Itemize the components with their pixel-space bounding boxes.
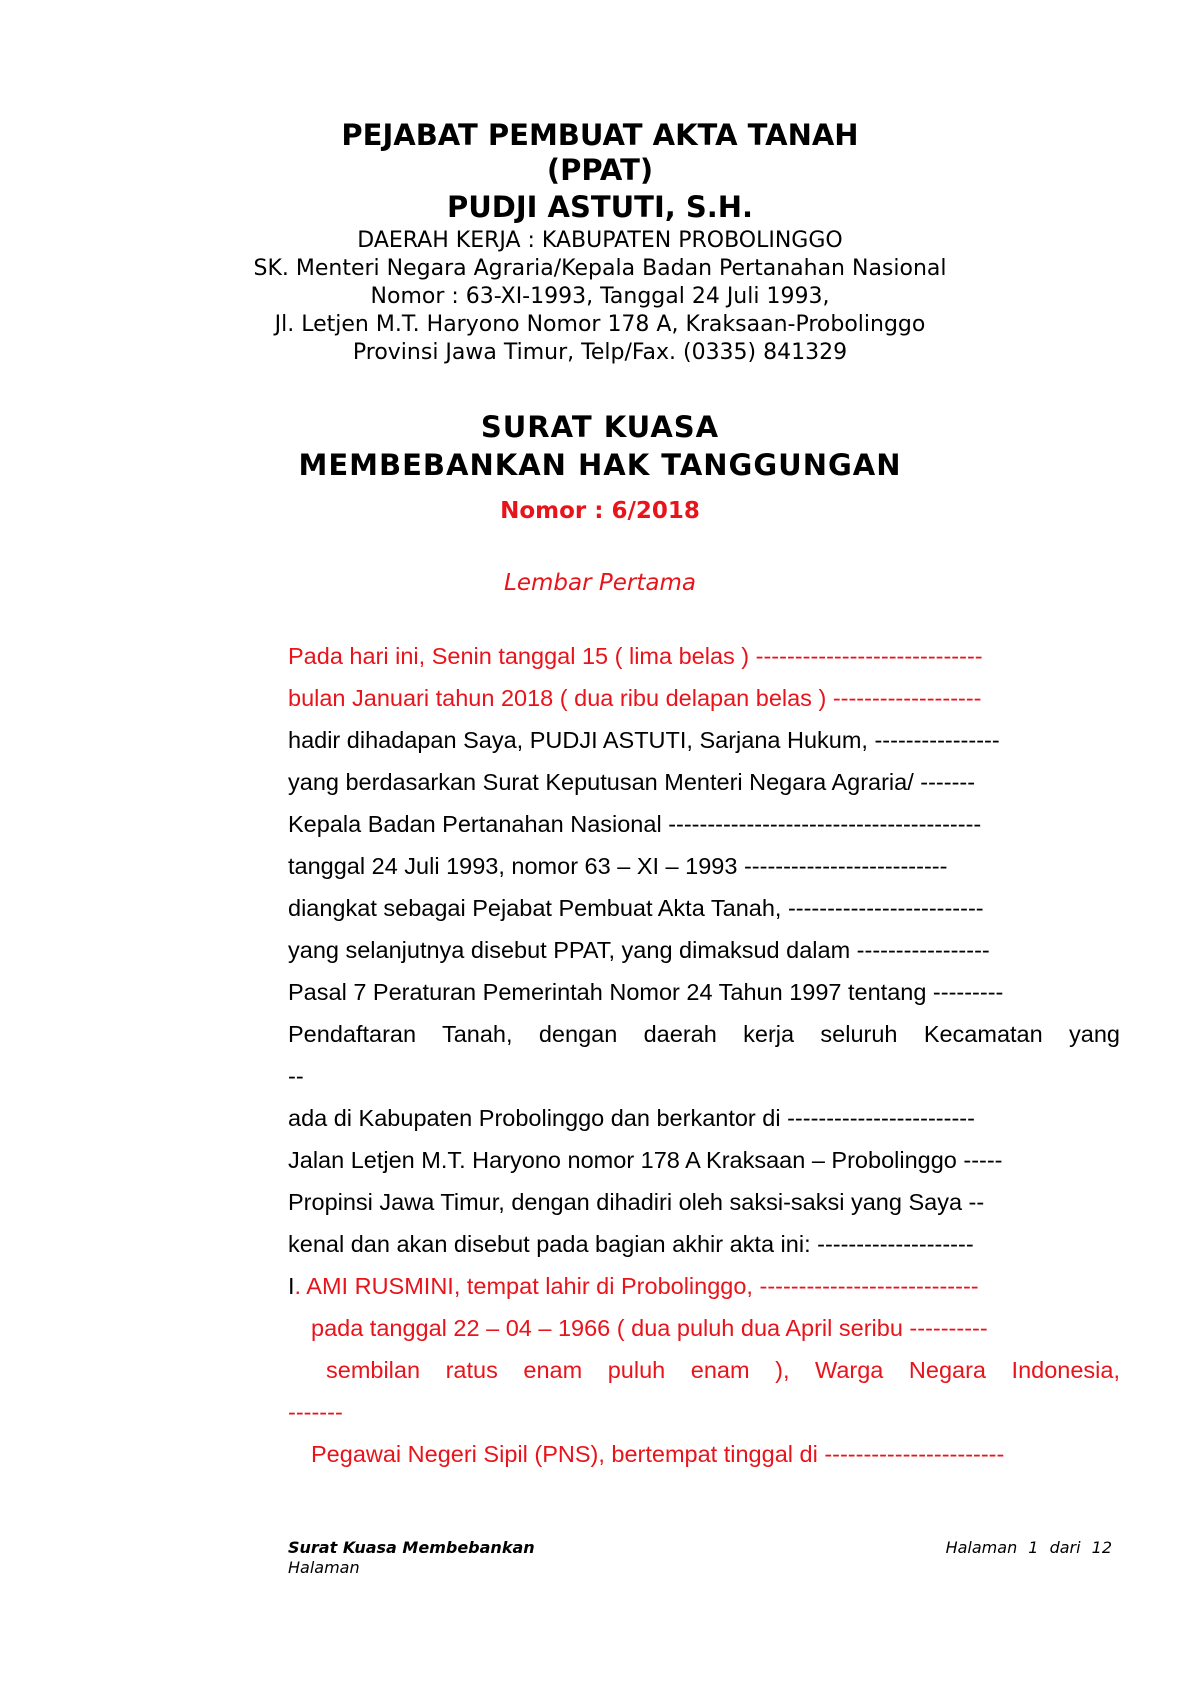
body-line: kenal dan akan disebut pada bagian akhir akta ini: -------------------- bbox=[288, 1231, 974, 1257]
party-item-line bbox=[288, 1273, 979, 1300]
body-line: Kepala Badan Pertanahan Nasional ---------------------------------------- bbox=[288, 811, 982, 837]
body-line: ada di Kabupaten Probolinggo dan berkantor di ------------------------ bbox=[288, 1105, 975, 1131]
footer-document-name: Surat Kuasa Membebankan bbox=[288, 1538, 535, 1557]
document-title: SURAT KUASA bbox=[480, 410, 720, 444]
office-contact: Provinsi Jawa Timur, Telp/Fax. (0335) 841329 bbox=[352, 340, 848, 365]
document-subtitle: MEMBEBANKAN HAK TANGGUNGAN bbox=[298, 448, 902, 482]
party-detail-line: pada tanggal 22 – 04 – 1966 ( dua puluh dua April seribu ---------- bbox=[311, 1315, 988, 1341]
body-line-text: Pendaftaran Tanah, dengan daerah kerja seluruh Kecamatan yang bbox=[288, 1021, 1120, 1047]
body-line: -- bbox=[288, 1063, 304, 1089]
decree-number: Nomor : 63-XI-1993, Tanggal 24 Juli 1993, bbox=[370, 284, 830, 309]
body-line: Pada hari ini, Senin tanggal 15 ( lima belas ) ----------------------------- bbox=[288, 643, 983, 669]
office-address: Jl. Letjen M.T. Haryono Nomor 178 A, Kraksaan-Probolinggo bbox=[274, 312, 926, 337]
body-line: Jalan Letjen M.T. Haryono nomor 178 A Kraksaan – Probolinggo ----- bbox=[288, 1147, 1003, 1173]
official-name: PUDJI ASTUTI, S.H. bbox=[446, 190, 754, 224]
body-line: yang selanjutnya disebut PPAT, yang dimaksud dalam ----------------- bbox=[288, 937, 990, 963]
document-number: Nomor : 6/2018 bbox=[500, 498, 700, 524]
sheet-label: Lembar Pertama bbox=[504, 570, 696, 596]
body-line: tanggal 24 Juli 1993, nomor 63 – XI – 1993 -------------------------- bbox=[288, 853, 948, 879]
body-line: diangkat sebagai Pejabat Pembuat Akta Tanah, ------------------------- bbox=[288, 895, 984, 921]
party-detail-line bbox=[326, 1357, 1120, 1384]
body-line: hadir dihadapan Saya, PUDJI ASTUTI, Sarjana Hukum, ---------------- bbox=[288, 727, 1000, 753]
decree-line: SK. Menteri Negara Agraria/Kepala Badan Pertanahan Nasional bbox=[253, 256, 947, 281]
party-detail-text: sembilan ratus enam puluh enam ), Warga Negara Indonesia, bbox=[326, 1357, 1120, 1383]
party-item-text: . AMI RUSMINI, tempat lahir di Probolinggo, ---------------------------- bbox=[294, 1273, 979, 1299]
footer-page-number: Halaman 1 dari 12 bbox=[945, 1538, 1112, 1557]
body-line: Pasal 7 Peraturan Pemerintah Nomor 24 Tahun 1997 tentang --------- bbox=[288, 979, 1004, 1005]
footer-page-label: Halaman bbox=[288, 1558, 360, 1577]
body-line: bulan Januari tahun 2018 ( dua ribu delapan belas ) ------------------- bbox=[288, 685, 982, 711]
body-line bbox=[288, 1021, 1120, 1048]
body-line: yang berdasarkan Surat Keputusan Menteri Negara Agraria/ ------- bbox=[288, 769, 976, 795]
work-area: DAERAH KERJA : KABUPATEN PROBOLINGGO bbox=[357, 228, 843, 253]
party-detail-line: Pegawai Negeri Sipil (PNS), bertempat tinggal di ----------------------- bbox=[311, 1441, 1005, 1467]
body-line: Propinsi Jawa Timur, dengan dihadiri oleh saksi-saksi yang Saya -- bbox=[288, 1189, 985, 1215]
office-abbreviation: (PPAT) bbox=[546, 153, 654, 187]
party-detail-line: ------- bbox=[288, 1399, 343, 1425]
office-title: PEJABAT PEMBUAT AKTA TANAH bbox=[341, 118, 859, 152]
party-item-number: I bbox=[288, 1273, 295, 1299]
